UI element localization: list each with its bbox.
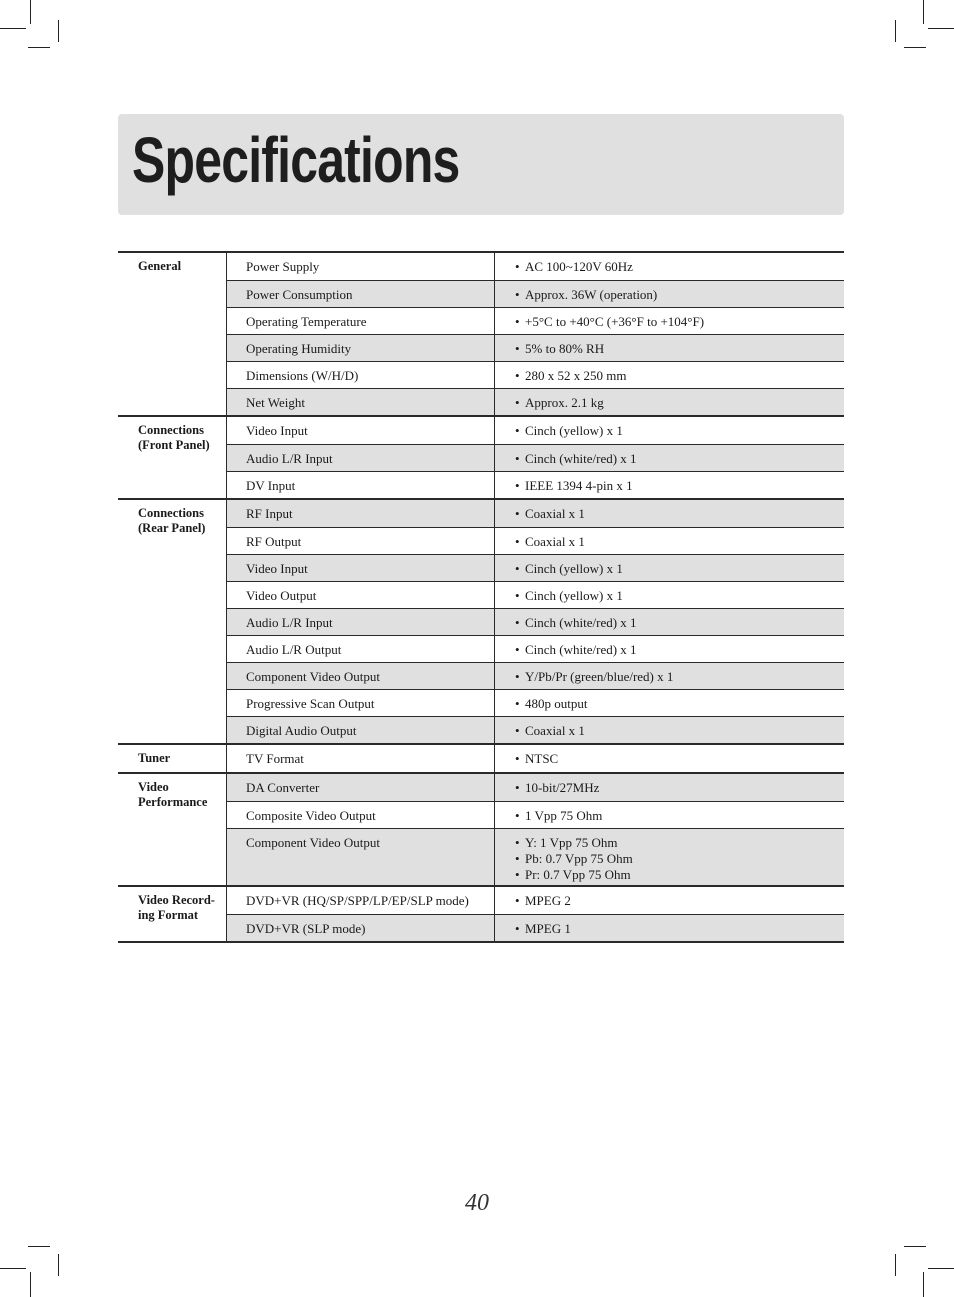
- spec-name: Audio L/R Input: [227, 445, 495, 471]
- spec-name: Audio L/R Output: [227, 636, 495, 662]
- spec-values: [495, 281, 844, 307]
- bullet-icon: •: [515, 835, 520, 850]
- spec-section: [118, 885, 844, 941]
- table-row: [227, 745, 844, 772]
- section-rows: [227, 745, 844, 772]
- spec-value-line: [515, 588, 844, 604]
- spec-value: NTSC: [525, 751, 559, 766]
- spec-values: [495, 362, 844, 388]
- table-row: [227, 914, 844, 941]
- spec-value: Pr: 0.7 Vpp 75 Ohm: [525, 867, 631, 882]
- spec-values: [495, 253, 844, 280]
- table-row: [227, 471, 844, 498]
- spec-value: 10-bit/27MHz: [525, 780, 600, 795]
- spec-name: Digital Audio Output: [227, 717, 495, 743]
- spec-value: IEEE 1394 4-pin x 1: [525, 478, 633, 493]
- bullet-icon: •: [515, 867, 520, 882]
- spec-values: [495, 472, 844, 498]
- spec-name: Video Input: [227, 417, 495, 444]
- table-row: [227, 828, 844, 885]
- spec-values: [495, 500, 844, 527]
- spec-name: DV Input: [227, 472, 495, 498]
- spec-name: RF Output: [227, 528, 495, 554]
- bullet-icon: •: [515, 395, 520, 410]
- section-label: Video Performance: [118, 774, 227, 885]
- spec-values: [495, 915, 844, 941]
- spec-value-line: [515, 615, 844, 631]
- spec-name: Audio L/R Input: [227, 609, 495, 635]
- section-label: Tuner: [118, 745, 227, 772]
- spec-value: Cinch (white/red) x 1: [525, 451, 637, 466]
- bullet-icon: •: [515, 669, 520, 684]
- spec-name: Operating Temperature: [227, 308, 495, 334]
- bullet-icon: •: [515, 259, 520, 274]
- table-row: [227, 608, 844, 635]
- spec-value-line: [515, 696, 844, 712]
- table-row: [227, 716, 844, 743]
- bullet-icon: •: [515, 851, 520, 866]
- section-label: Video Record-ing Format: [118, 887, 227, 941]
- spec-value: Y/Pb/Pr (green/blue/red) x 1: [525, 669, 674, 684]
- spec-value: 480p output: [525, 696, 588, 711]
- table-row: [227, 801, 844, 828]
- spec-value: +5°C to +40°C (+36°F to +104°F): [525, 314, 705, 329]
- spec-value: MPEG 2: [525, 893, 571, 908]
- bullet-icon: •: [515, 287, 520, 302]
- spec-value-line: [515, 751, 844, 767]
- title-band: [118, 114, 844, 215]
- table-row: [227, 444, 844, 471]
- table-row: [227, 500, 844, 527]
- bullet-icon: •: [515, 893, 520, 908]
- crop-mark: [895, 20, 896, 42]
- section-rows: [227, 774, 844, 885]
- table-row: [227, 689, 844, 716]
- spec-section: [118, 743, 844, 772]
- spec-value-line: [515, 851, 844, 867]
- spec-table: [118, 251, 844, 943]
- bullet-icon: •: [515, 588, 520, 603]
- section-rows: [227, 253, 844, 415]
- crop-mark: [904, 1246, 926, 1247]
- crop-mark: [895, 1254, 896, 1276]
- bullet-icon: •: [515, 723, 520, 738]
- section-label: Connections (Front Panel): [118, 417, 227, 498]
- bullet-icon: •: [515, 780, 520, 795]
- spec-values: [495, 663, 844, 689]
- bullet-icon: •: [515, 615, 520, 630]
- section-label: Connections (Rear Panel): [118, 500, 227, 743]
- spec-section: [118, 253, 844, 415]
- section-rows: [227, 417, 844, 498]
- spec-name: Video Output: [227, 582, 495, 608]
- spec-values: [495, 774, 844, 801]
- spec-value: 5% to 80% RH: [525, 341, 605, 356]
- bullet-icon: •: [515, 808, 520, 823]
- bullet-icon: •: [515, 423, 520, 438]
- crop-mark: [30, 0, 31, 24]
- spec-value-line: [515, 287, 844, 303]
- crop-mark: [0, 28, 26, 29]
- spec-value: Pb: 0.7 Vpp 75 Ohm: [525, 851, 633, 866]
- bullet-icon: •: [515, 506, 520, 521]
- bullet-icon: •: [515, 696, 520, 711]
- spec-value: 280 x 52 x 250 mm: [525, 368, 627, 383]
- spec-values: [495, 802, 844, 828]
- table-row: [227, 334, 844, 361]
- spec-section: [118, 772, 844, 885]
- spec-value: Cinch (white/red) x 1: [525, 642, 637, 657]
- table-row: [227, 280, 844, 307]
- spec-name: Video Input: [227, 555, 495, 581]
- bullet-icon: •: [515, 368, 520, 383]
- crop-mark: [0, 1268, 26, 1269]
- spec-name: RF Input: [227, 500, 495, 527]
- crop-mark: [28, 47, 50, 48]
- spec-value-line: [515, 561, 844, 577]
- bullet-icon: •: [515, 314, 520, 329]
- spec-value-line: [515, 893, 844, 909]
- table-row: [227, 307, 844, 334]
- spec-values: [495, 445, 844, 471]
- spec-section: [118, 415, 844, 498]
- spec-name: Component Video Output: [227, 829, 495, 885]
- spec-value-line: [515, 451, 844, 467]
- crop-mark: [928, 1268, 954, 1269]
- spec-value: Y: 1 Vpp 75 Ohm: [525, 835, 618, 850]
- spec-values: [495, 829, 844, 885]
- bullet-icon: •: [515, 751, 520, 766]
- spec-name: TV Format: [227, 745, 495, 772]
- table-row: [227, 253, 844, 280]
- spec-values: [495, 745, 844, 772]
- spec-value: Cinch (yellow) x 1: [525, 561, 623, 576]
- bullet-icon: •: [515, 534, 520, 549]
- spec-value-line: [515, 669, 844, 685]
- section-rows: [227, 887, 844, 941]
- spec-value-line: [515, 723, 844, 739]
- spec-section: [118, 498, 844, 743]
- spec-values: [495, 555, 844, 581]
- spec-values: [495, 717, 844, 743]
- table-row: [227, 417, 844, 444]
- crop-mark: [928, 28, 954, 29]
- spec-value: MPEG 1: [525, 921, 571, 936]
- spec-value: AC 100~120V 60Hz: [525, 259, 633, 274]
- crop-mark: [30, 1272, 31, 1297]
- crop-mark: [28, 1246, 50, 1247]
- spec-values: [495, 690, 844, 716]
- crop-mark: [58, 1254, 59, 1276]
- spec-value-line: [515, 314, 844, 330]
- table-row: [227, 388, 844, 415]
- table-row: [227, 554, 844, 581]
- table-row: [227, 527, 844, 554]
- spec-values: [495, 528, 844, 554]
- spec-value-line: [515, 921, 844, 937]
- spec-value-line: [515, 534, 844, 550]
- spec-value-line: [515, 808, 844, 824]
- spec-value-line: [515, 395, 844, 411]
- bullet-icon: •: [515, 561, 520, 576]
- spec-value: Approx. 2.1 kg: [525, 395, 604, 410]
- spec-name: Power Consumption: [227, 281, 495, 307]
- spec-value: Coaxial x 1: [525, 506, 585, 521]
- spec-name: DVD+VR (SLP mode): [227, 915, 495, 941]
- spec-value-line: [515, 341, 844, 357]
- spec-value-line: [515, 368, 844, 384]
- table-row: [227, 635, 844, 662]
- table-row: [227, 361, 844, 388]
- spec-name: Progressive Scan Output: [227, 690, 495, 716]
- spec-value-line: [515, 642, 844, 658]
- crop-mark: [923, 0, 924, 24]
- spec-value-line: [515, 780, 844, 796]
- spec-values: [495, 609, 844, 635]
- spec-values: [495, 887, 844, 914]
- spec-values: [495, 308, 844, 334]
- spec-value-line: [515, 259, 844, 275]
- spec-value: Approx. 36W (operation): [525, 287, 658, 302]
- spec-values: [495, 389, 844, 415]
- spec-name: Power Supply: [227, 253, 495, 280]
- spec-value: Coaxial x 1: [525, 534, 585, 549]
- spec-value: 1 Vpp 75 Ohm: [525, 808, 603, 823]
- spec-values: [495, 417, 844, 444]
- spec-name: Dimensions (W/H/D): [227, 362, 495, 388]
- spec-values: [495, 335, 844, 361]
- section-rows: [227, 500, 844, 743]
- table-row: [227, 581, 844, 608]
- spec-value-line: [515, 867, 844, 883]
- spec-value-line: [515, 478, 844, 494]
- page-number: 40: [465, 1190, 489, 1216]
- spec-value-line: [515, 835, 844, 851]
- bullet-icon: •: [515, 921, 520, 936]
- page-title: Specifications: [132, 124, 460, 196]
- spec-name: Composite Video Output: [227, 802, 495, 828]
- spec-value: Cinch (yellow) x 1: [525, 588, 623, 603]
- bullet-icon: •: [515, 642, 520, 657]
- spec-name: DVD+VR (HQ/SP/SPP/LP/EP/SLP mode): [227, 887, 495, 914]
- table-row: [227, 887, 844, 914]
- section-label: General: [118, 253, 227, 415]
- spec-name: Net Weight: [227, 389, 495, 415]
- bullet-icon: •: [515, 478, 520, 493]
- bullet-icon: •: [515, 341, 520, 356]
- crop-mark: [904, 47, 926, 48]
- spec-value-line: [515, 506, 844, 522]
- spec-values: [495, 636, 844, 662]
- spec-value: Cinch (white/red) x 1: [525, 615, 637, 630]
- spec-value-line: [515, 423, 844, 439]
- spec-value: Cinch (yellow) x 1: [525, 423, 623, 438]
- crop-mark: [58, 20, 59, 42]
- bullet-icon: •: [515, 451, 520, 466]
- spec-name: Operating Humidity: [227, 335, 495, 361]
- table-row: [227, 774, 844, 801]
- spec-value: Coaxial x 1: [525, 723, 585, 738]
- spec-values: [495, 582, 844, 608]
- spec-name: DA Converter: [227, 774, 495, 801]
- table-row: [227, 662, 844, 689]
- crop-mark: [923, 1272, 924, 1297]
- spec-name: Component Video Output: [227, 663, 495, 689]
